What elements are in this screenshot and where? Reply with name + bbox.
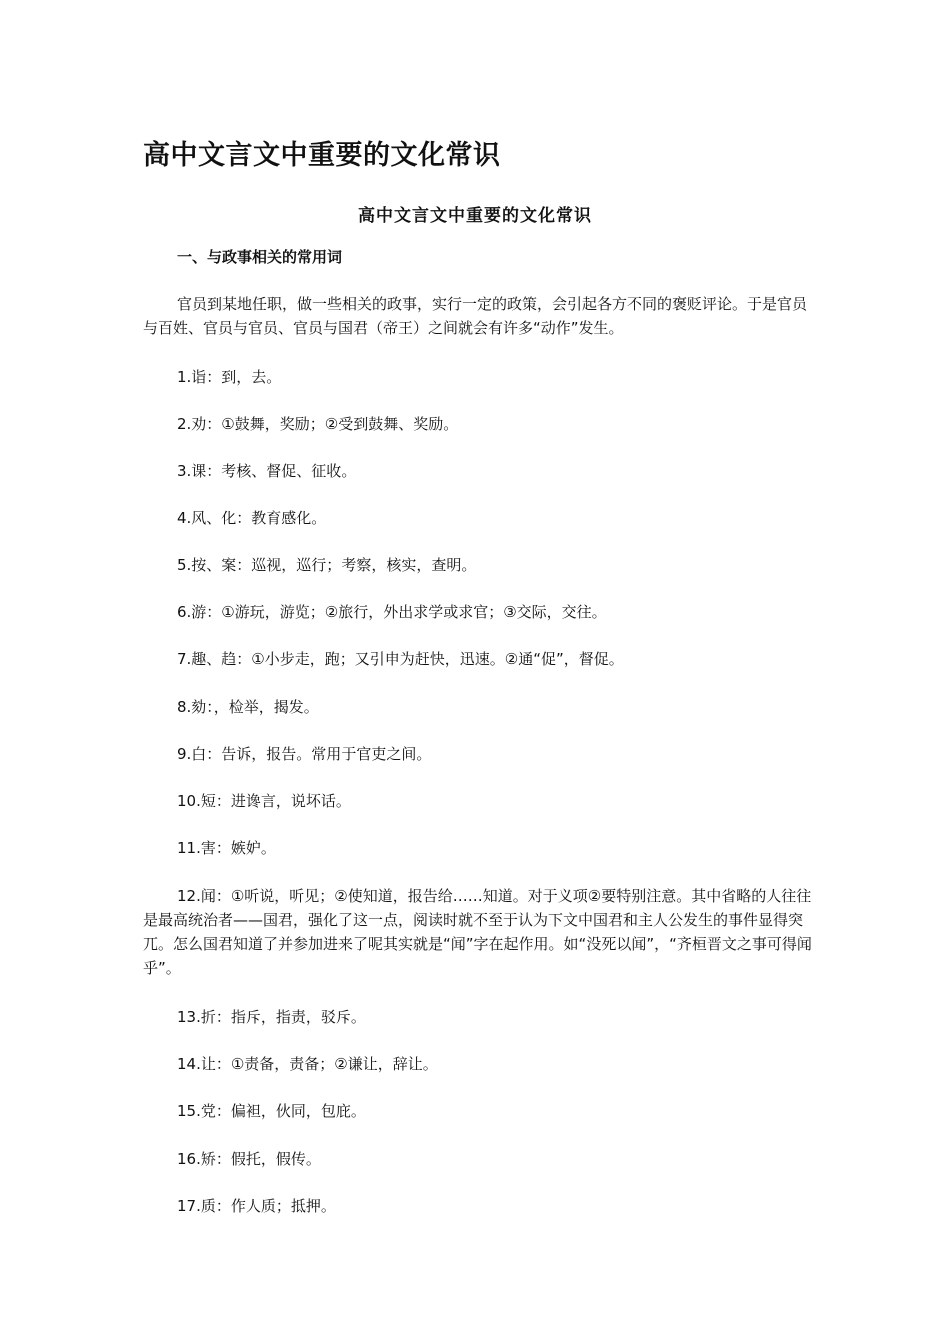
list-item: 2.劝：①鼓舞，奖励；②受到鼓舞、奖励。: [177, 415, 459, 433]
section-heading: 一、与政事相关的常用词: [177, 248, 343, 266]
list-item: 3.课：考核、督促、征收。: [177, 462, 357, 480]
list-item: 4.风、化：教育感化。: [177, 509, 327, 527]
list-item: 9.白：告诉，报告。常用于官吏之间。: [177, 745, 432, 763]
list-item: 10.短：进谗言，说坏话。: [177, 792, 351, 810]
document-title: 高中文言文中重要的文化常识: [143, 140, 501, 171]
list-item: 7.趣、趋：①小步走，跑；又引申为赶快，迅速。②通“促”，督促。: [177, 650, 624, 668]
list-item: 13.折：指斥，指责，驳斥。: [177, 1008, 366, 1026]
list-item: 16.矫：假托，假传。: [177, 1150, 321, 1168]
list-item-long: 12.闻：①听说，听见；②使知道，报告给……知道。对于义项②要特别注意。其中省略的人往往是最高统治者——国君，强化了这一点，阅读时就不至于认为下文中国君和主人公发生的事件显得突兀。怎么国君知道了并参加进来了呢其实就是“闻”字在起作用。如“没死以闻”，“齐桓晋文之事可得闻乎”。: [143, 887, 812, 977]
list-item: 8.劾：，检举，揭发。: [177, 698, 319, 716]
list-item: 5.按、案：巡视，巡行；考察，核实，查明。: [177, 556, 477, 574]
list-item: 11.害：嫉妒。: [177, 839, 276, 857]
list-item: 15.党：偏袒，伙同，包庇。: [177, 1102, 366, 1120]
list-item: 17.质：作人质；抵押。: [177, 1197, 336, 1215]
list-item: 6.游：①游玩，游览；②旅行，外出求学或求官；③交际，交往。: [177, 603, 607, 621]
document-subtitle: 高中文言文中重要的文化常识: [358, 206, 592, 226]
list-item: 14.让：①责备，责备；②谦让，辞让。: [177, 1055, 438, 1073]
list-item: 1.诣：到，去。: [177, 368, 282, 386]
intro-paragraph: 官员到某地任职，做一些相关的政事，实行一定的政策，会引起各方不同的褒贬评论。于是官员与百姓、官员与官员、官员与国君（帝王）之间就会有许多“动作”发生。: [143, 295, 808, 337]
